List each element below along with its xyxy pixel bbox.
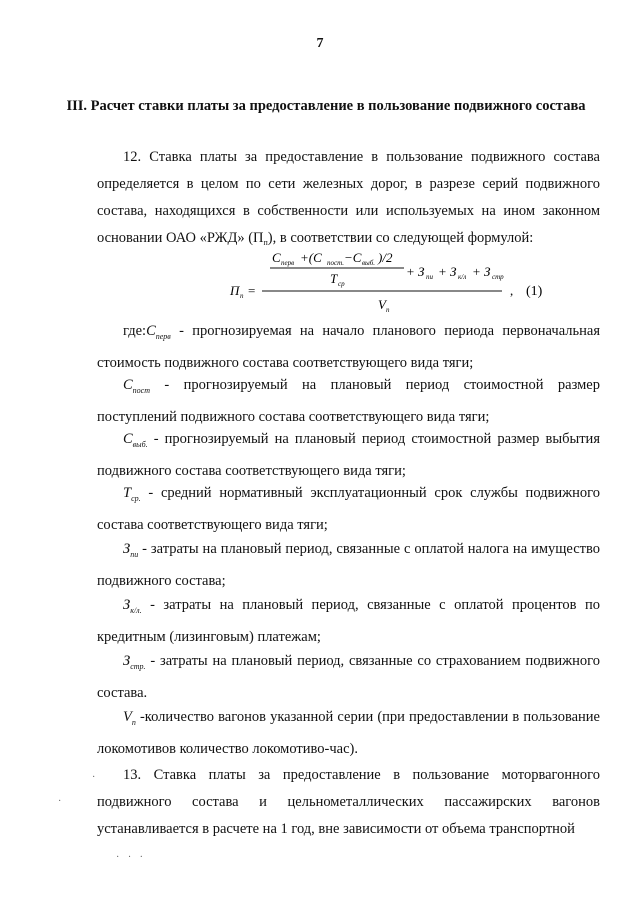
- symbol-letter: C: [123, 377, 133, 393]
- symbol-letter: V: [123, 709, 132, 725]
- definition-z-pi: [97, 536, 600, 595]
- definition-c-vyb: [97, 426, 600, 485]
- formula-sub-perv: перв: [281, 259, 295, 267]
- formula-sub-str: стр: [492, 273, 504, 281]
- scan-speck: ·: [92, 772, 96, 783]
- formula-comma: ,: [510, 283, 514, 298]
- symbol-letter: З: [123, 541, 131, 557]
- definition-v-p: [97, 704, 600, 763]
- symbol-letter: C: [123, 431, 133, 447]
- formula-equals: =: [248, 283, 256, 298]
- definition-symbol: [123, 648, 146, 680]
- section-heading: III. Расчет ставки платы за предоставление в пользование подвижного состава: [66, 98, 586, 114]
- formula-plus-z3: + З: [472, 264, 491, 279]
- formula-div2: )/2: [378, 250, 393, 265]
- page-number: 7: [316, 36, 324, 51]
- symbol-subscript: пи: [130, 549, 139, 559]
- definition-text: - прогнозируемая на начало планового периода первоначальная стоимость подвижного состава соответствующего вида тяги;: [97, 323, 600, 371]
- symbol-letter: C: [146, 323, 156, 339]
- symbol-subscript: выб.: [132, 439, 148, 449]
- formula-lhs-sub: п: [240, 292, 244, 300]
- symbol-subscript: стр.: [130, 661, 146, 671]
- symbol-letter: З: [123, 597, 131, 613]
- definition-symbol: [146, 318, 171, 350]
- paragraph-12-text: 12. Ставка платы за предоставление в пользование подвижного состава определяется в целом по сети железных дорог, в разрезе серий подвижного состава, находящихся в собственности или используемых на ином законном основании ОАО «РЖД» (П: [97, 149, 600, 246]
- formula-sub-post: пост.: [327, 259, 344, 267]
- formula-svg: [226, 248, 556, 318]
- paragraph-13: 13. Ставка платы за предоставление в пользование моторвагонного подвижного состава и цельнометаллических пассажирских вагонов устанавливается в расчете на 1 год, вне зависимости от объема транспортной: [97, 767, 600, 837]
- formula-t-sub: ср: [338, 280, 345, 288]
- formula-sub-kl: к/л: [458, 273, 467, 281]
- definition-symbol: [123, 536, 138, 568]
- formula-1: [226, 248, 556, 318]
- symbol-subscript: п: [131, 717, 136, 727]
- formula-plus-open: +(C: [300, 250, 322, 265]
- symbol-letter: З: [123, 653, 131, 669]
- formula-t: T: [330, 271, 338, 286]
- symbol-subscript: перв: [155, 331, 171, 341]
- symbol-subscript: к/л.: [130, 605, 142, 615]
- definition-prefix: где:: [123, 323, 147, 339]
- definition-symbol: [123, 372, 150, 404]
- definition-symbol: [123, 426, 148, 458]
- definition-text: - прогнозируемый на плановый период стоимостной размер выбытия подвижного состава соответствующего вида тяги;: [97, 431, 600, 479]
- definition-text: - затраты на плановый период, связанные с оплатой налога на имущество подвижного состава;: [97, 541, 600, 589]
- symbol-subscript: пост: [132, 385, 150, 395]
- formula-plus-z2: + З: [438, 264, 457, 279]
- definition-c-perv: [97, 318, 600, 377]
- definition-text: - средний нормативный эксплуатационный срок службы подвижного состава соответствующего вида тяги;: [97, 485, 600, 533]
- definition-text: - прогнозируемый на плановый период стоимостной размер поступлений подвижного состава соответствующего вида тяги;: [97, 377, 600, 425]
- definition-symbol: [123, 480, 141, 512]
- definition-symbol: [123, 592, 142, 624]
- formula-minus-c: −C: [344, 250, 362, 265]
- formula-plus-z1: + З: [406, 264, 425, 279]
- scan-speck: · · ·: [116, 852, 146, 863]
- formula-number: (1): [526, 284, 543, 299]
- symbol-letter: T: [123, 485, 132, 501]
- definition-text: - затраты на плановый период, связанные с оплатой процентов по кредитным (лизинговым) платежам;: [97, 597, 600, 645]
- paragraph-12-end: ), в соответствии со следующей формулой:: [267, 230, 534, 246]
- definition-text: -количество вагонов указанной серии (при предоставлении в пользование локомотивов количество локомотиво-час).: [97, 709, 600, 757]
- symbol-subscript: ср.: [131, 493, 141, 503]
- formula-v-sub: п: [386, 306, 390, 314]
- formula-sub-pi: пи: [426, 273, 433, 281]
- definition-text: - затраты на плановый период, связанные со страхованием подвижного состава.: [97, 653, 600, 701]
- paragraph-12: [97, 144, 600, 256]
- definition-t-sr: [97, 480, 600, 539]
- definition-z-kl: [97, 592, 600, 651]
- formula-sub-vyb: выб.: [362, 259, 376, 267]
- definition-z-str: [97, 648, 600, 707]
- formula-lhs: П: [230, 283, 240, 298]
- definition-symbol: [123, 704, 136, 736]
- formula-c-perv: C: [272, 250, 281, 265]
- definition-c-post: [97, 372, 600, 431]
- paragraph-12-sub: п: [263, 238, 268, 247]
- scan-speck: ·: [58, 796, 62, 807]
- formula-v: V: [378, 297, 386, 312]
